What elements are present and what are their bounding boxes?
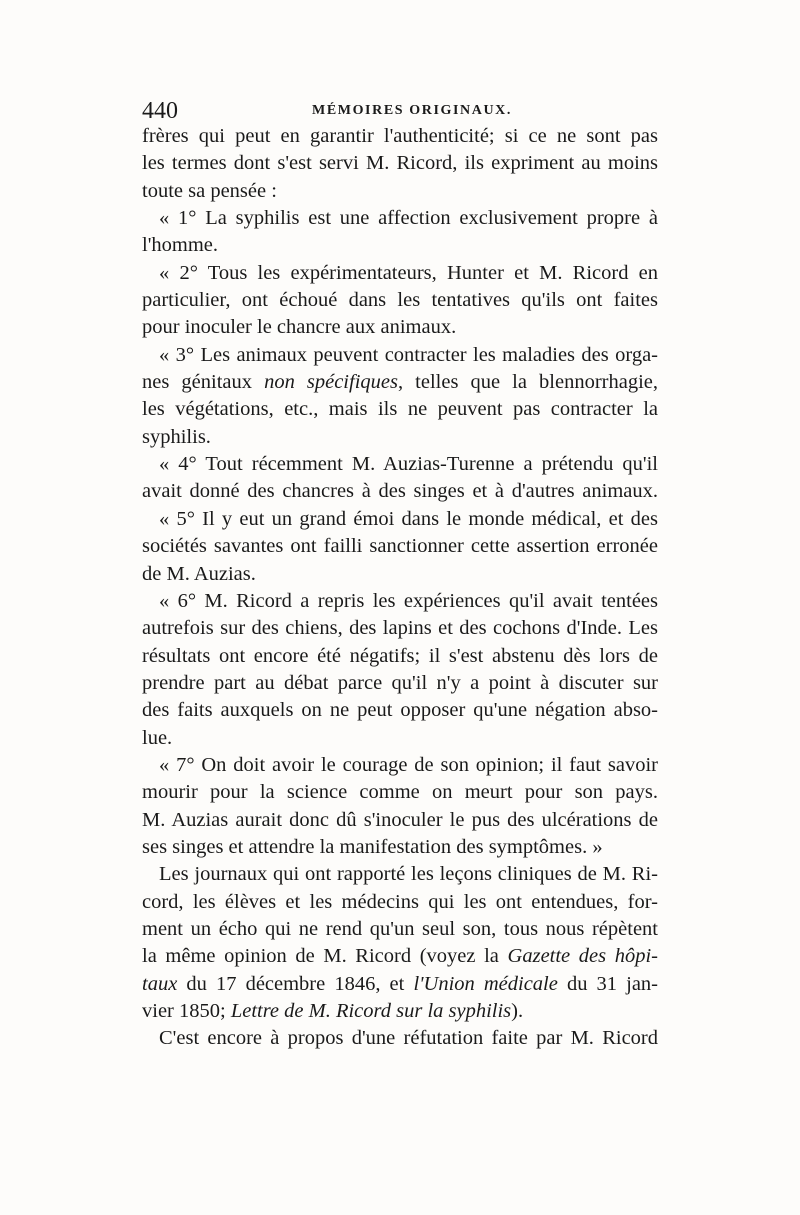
text-run: vier 1850;	[142, 1000, 231, 1022]
text-line: de M. Auzias.	[142, 562, 256, 585]
text-run: , telles que la blennorrhagie,	[397, 371, 658, 394]
text-line	[142, 369, 658, 396]
text-line: « 4° Tout récemment M. Auzias-Turenne a prétendu qu'il	[159, 453, 658, 476]
text-run: du 17 décembre 1846, et	[177, 972, 414, 995]
text-line: sociétés savantes ont failli sanctionner cette assertion erronée	[142, 535, 658, 558]
text-line: cord, les élèves et les médecins qui les ont entendues, for-	[142, 890, 658, 913]
text-line: ment un écho qui ne rend qu'un seul son, tous nous répètent	[142, 917, 658, 940]
text-line: les végétations, etc., mais ils ne peuvent pas contracter la	[142, 398, 658, 421]
text-line: pour inoculer le chancre aux animaux.	[142, 316, 457, 339]
page-number: 440	[142, 98, 178, 124]
text-line: avait donné des chancres à des singes et à d'autres animaux.	[142, 480, 658, 503]
text-line: l'homme.	[142, 234, 219, 257]
text-line: prendre part au débat parce qu'il n'y a point à discuter sur	[142, 671, 658, 694]
text-line: mourir pour la science comme on meurt pour son pays.	[142, 781, 658, 804]
running-title: MÉMOIRES ORIGINAUX.	[312, 103, 512, 118]
text-line: lue.	[142, 726, 173, 749]
text-line: ses singes et attendre la manifestation des symptômes. »	[142, 835, 603, 858]
italic-title: Gazette des hôpi-	[507, 945, 658, 968]
text-line: C'est encore à propos d'une réfutation faite par M. Ricord	[159, 1027, 658, 1050]
italic-term: non spécifiques	[264, 371, 398, 394]
italic-title: taux	[142, 972, 178, 995]
text-run: ).	[511, 1000, 524, 1022]
text-line: « 5° Il y eut un grand émoi dans le monde médical, et des	[159, 507, 658, 530]
text-line: M. Auzias aurait donc dû s'inoculer le pus des ulcérations de	[142, 808, 658, 831]
text-line: les termes dont s'est servi M. Ricord, ils expriment au moins	[142, 152, 658, 175]
text-line: « 2° Tous les expérimentateurs, Hunter et M. Ricord en	[159, 261, 658, 284]
text-run: du 31 jan-	[557, 972, 658, 995]
running-head	[142, 96, 658, 126]
text-line: frères qui peut en garantir l'authenticité; si ce ne sont pas	[142, 125, 658, 147]
text-line: « 1° La syphilis est une affection exclusivement propre à	[159, 207, 658, 230]
text-line: particulier, ont échoué dans les tentatives qu'ils ont faites	[142, 289, 658, 312]
text-line	[142, 998, 658, 1025]
italic-title: Lettre de M. Ricord sur la syphilis	[230, 1000, 512, 1022]
text-line: toute sa pensée :	[142, 179, 277, 202]
text-line	[142, 971, 658, 998]
text-line: « 6° M. Ricord a repris les expériences qu'il avait tentées	[159, 589, 658, 612]
text-line: « 3° Les animaux peuvent contracter les maladies des orga-	[159, 343, 658, 366]
text-run: nes génitaux	[142, 371, 265, 394]
text-line	[142, 943, 658, 970]
text-line: résultats ont encore été négatifs; il s'est abstenu dès lors de	[142, 644, 658, 667]
text-line: syphilis.	[142, 425, 211, 448]
italic-title: l'Union médicale	[413, 972, 558, 995]
text-run: la même opinion de M. Ricord (voyez la	[142, 945, 508, 968]
body-text	[142, 123, 658, 1053]
text-line: Les journaux qui ont rapporté les leçons cliniques de M. Ri-	[159, 863, 658, 886]
text-line: des faits auxquels on ne peut opposer qu'une négation abso-	[142, 699, 658, 722]
text-line: autrefois sur des chiens, des lapins et des cochons d'Inde. Les	[142, 617, 658, 640]
text-line: « 7° On doit avoir le courage de son opinion; il faut savoir	[159, 753, 658, 776]
